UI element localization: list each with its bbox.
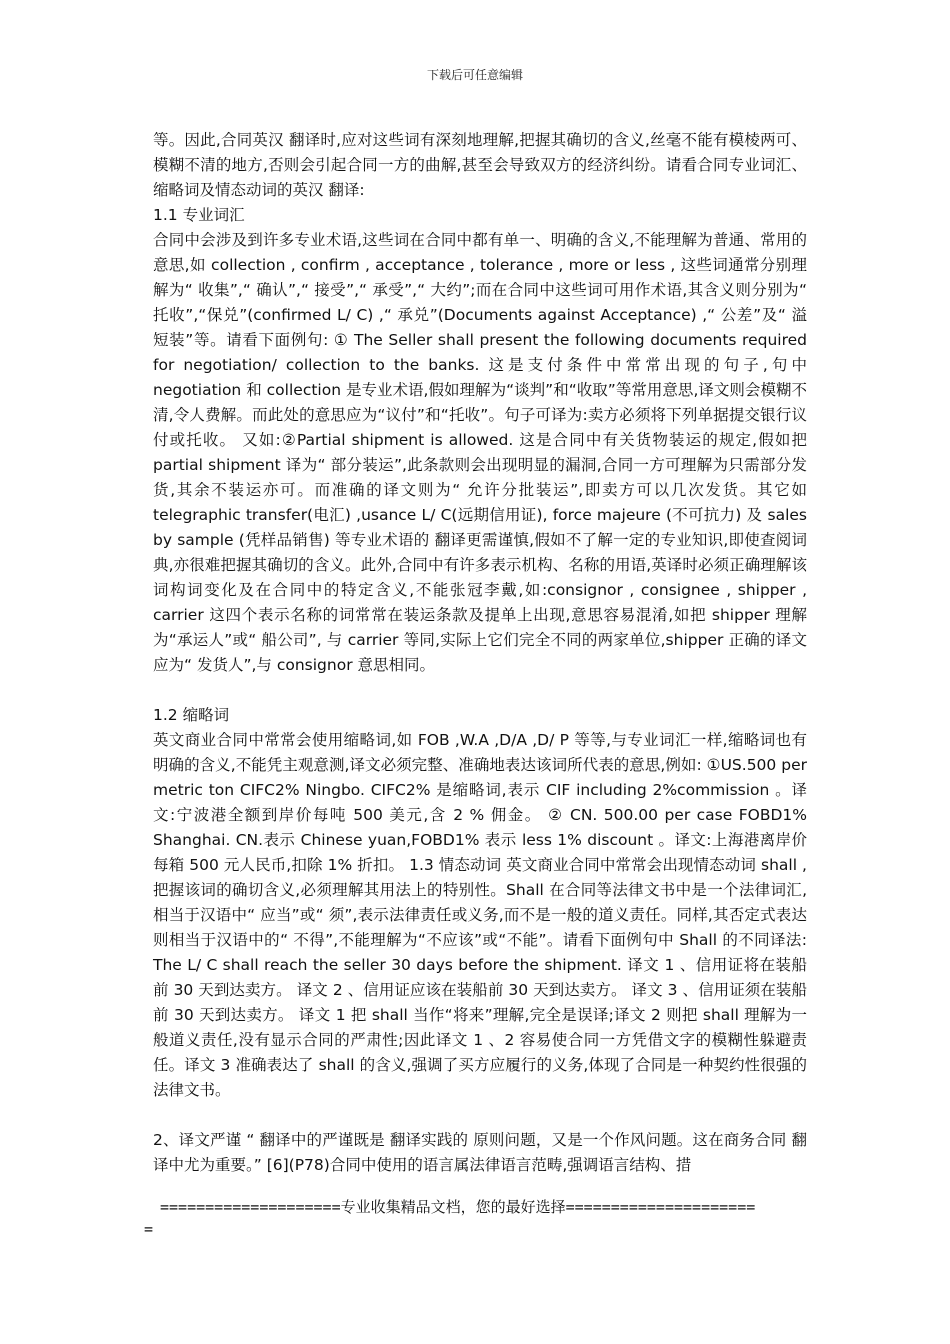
section-heading-abbreviations: 1.2 缩略词 — [153, 706, 230, 724]
document-body — [153, 128, 807, 1178]
section-heading-terms: 1.1 专业词汇 — [153, 206, 245, 224]
footer-tail: = — [144, 1220, 154, 1238]
paragraph-rigor: 2、译文严谨 “ 翻译中的严谨既是 翻译实践的 原则问题，又是一个作风问题。这在商务合同 翻译中尤为重要。” [6](P78)合同中使用的语言属法律语言范畴,强调语言结构、措 — [153, 1131, 807, 1174]
page-header: 下载后可任意编辑 — [426, 68, 523, 82]
footer-banner: ====================专业收集精品文档，您的最好选择===================== — [160, 1198, 756, 1216]
paragraph-intro: 等。因此,合同英汉 翻译时,应对这些词有深刻地理解,把握其确切的含义,丝毫不能有模棱两可、模糊不清的地方,否则会引起合同一方的曲解,甚至会导致双方的经济纠纷。请看合同专业词汇、缩略词及情态动词的英汉 翻译: — [153, 131, 807, 199]
paragraph-terms: 合同中会涉及到许多专业术语,这些词在合同中都有单一、明确的含义,不能理解为普通、常用的意思,如 collection , confirm , acceptance , tolerance , more or less , 这些词通常分别理解为“ 收集”,“ 确认”,“ 接受”,“ 承受”,“ 大约”;而在合同中这些词可用作术语,其含义则分别为“ 托收”,“保兑”(confirmed L/ C) ,“ 承兑”(Documents against Acceptance) ,“ 公差”及“ 溢短装”等。请看下面例句: ① The Seller shall present the following documents required for negotiation/ collection to the banks. 这是支付条件中常常出现的句子,句中 negotiation 和 collection 是专业术语,假如理解为“谈判”和“收取”等常用意思,译文则会模糊不清,令人费解。而此处的意思应为“议付”和“托收”。句子可译为:卖方必须将下列单据提交银行议付或托收。 又如:②Partial shipment is allowed. 这是合同中有关货物装运的规定,假如把 partial shipment 译为“ 部分装运”,此条款则会出现明显的漏洞,合同一方可理解为只需部分发货,其余不装运亦可。而准确的译文则为“ 允许分批装运”,即卖方可以几次发货。其它如 telegraphic transfer(电汇) ,usance L/ C(远期信用证), force majeure (不可抗力) 及 sales by sample (凭样品销售) 等专业术语的 翻译更需谨慎,假如不了解一定的专业知识,即使查阅词典,亦很难把握其确切的含义。此外,合同中有许多表示机构、名称的用语,英译时必须正确理解该词构词变化及在合同中的特定含义,不能张冠李戴,如:consignor , consignee , shipper , carrier 这四个表示名称的词常常在装运条款及提单上出现,意思容易混淆,如把 shipper 理解为“承运人”或“ 船公司”, 与 carrier 等同,实际上它们完全不同的两家单位,shipper 正确的译文应为“ 发货人”,与 consignor 意思相同。 — [153, 231, 807, 674]
paragraph-abbreviations: 英文商业合同中常常会使用缩略词,如 FOB ,W.A ,D/A ,D/ P 等等,与专业词汇一样,缩略词也有明确的含义,不能凭主观意测,译文必须完整、准确地表达该词所代表的意思,例如: ①US.500 per metric ton CIFC2% Ningbo. CIFC2% 是缩略词,表示 CIF including 2%commission 。译文:宁波港全额到岸价每吨 500 美元,含 2 % 佣金。 ② CN. 500.00 per case FOBD1% Shanghai. CN.表示 Chinese yuan,FOBD1% 表示 less 1% discount 。译文:上海港离岸价每箱 500 元人民币,扣除 1% 折扣。 1.3 情态动词 英文商业合同中常常会出现情态动词 shall , 把握该词的确切含义,必须理解其用法上的特别性。Shall 在合同等法律文书中是一个法律词汇,相当于汉语中“ 应当”或“ 须”,表示法律责任或义务,而不是一般的道义责任。同样,其否定式表达则相当于汉语中的“ 不得”,不能理解为“不应该”或“不能”。请看下面例句中 Shall 的不同译法: The L/ C shall reach the seller 30 days before the shipment. 译文 1 、信用证将在装船前 30 天到达卖方。 译文 2 、信用证应该在装船前 30 天到达卖方。 译文 3 、信用证须在装船前 30 天到达卖方。 译文 1 把 shall 当作“将来”理解,完全是误译;译文 2 则把 shall 理解为一般道义责任,没有显示合同的严肃性;因此译文 1 、2 容易使合同一方凭借文字的模糊性躲避责任。译文 3 准确表达了 shall 的含义,强调了买方应履行的义务,体现了合同是一种契约性很强的法律文书。 — [153, 731, 807, 1099]
